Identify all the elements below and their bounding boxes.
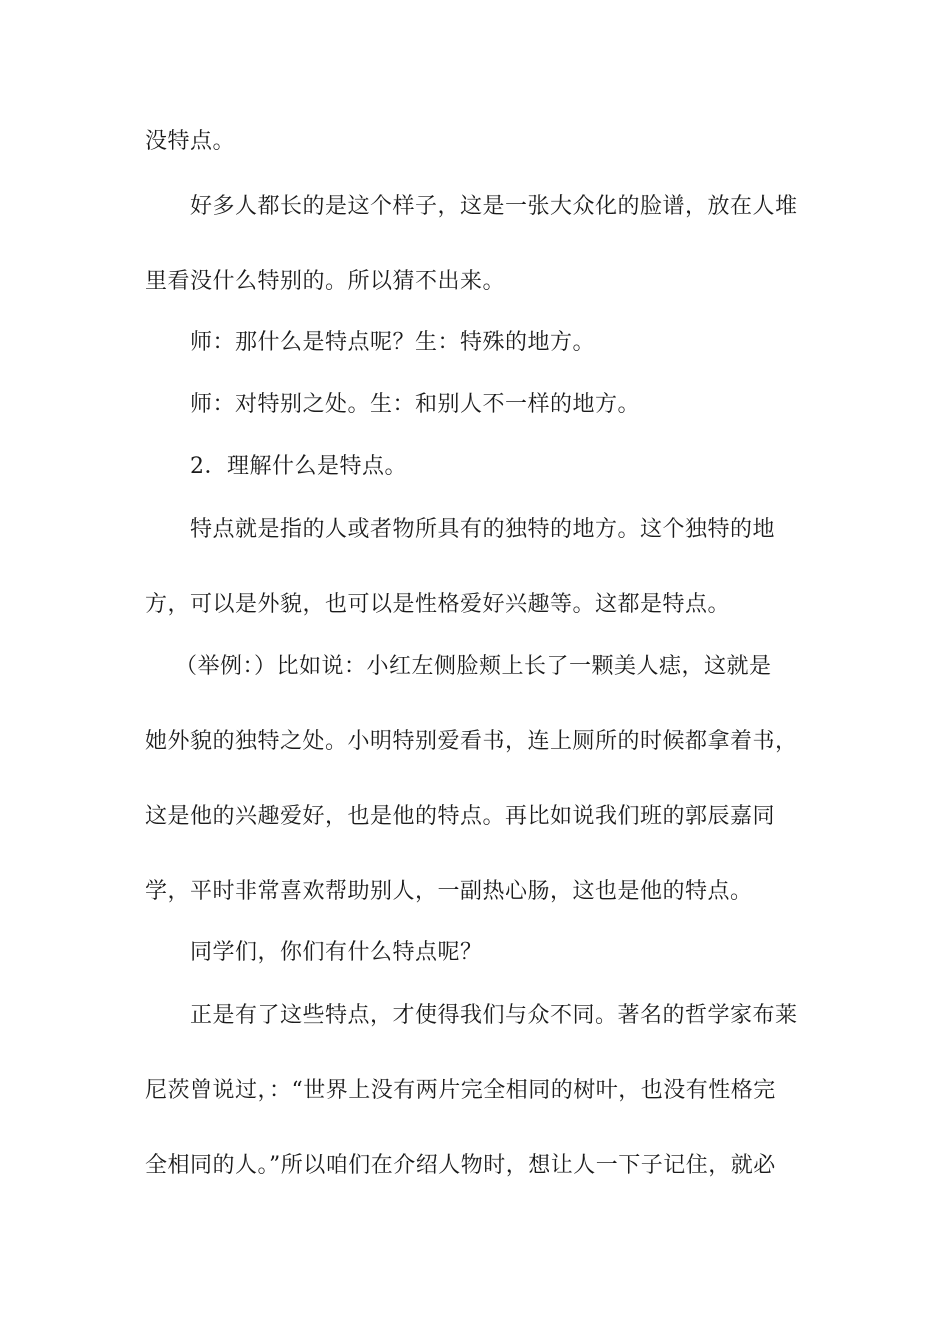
text-line: 全相同的人。”所以咱们在介绍人物时，想让人一下子记住，就必	[145, 1153, 776, 1178]
text-line: 没特点。	[145, 129, 236, 154]
paragraph-line: 正是有了这些特点，才使得我们与众不同。著名的哲学家布莱	[190, 1003, 798, 1028]
paragraph-line: （举例：）比如说：小红左侧脸颊上长了一颗美人痣，这就是	[175, 654, 772, 679]
text-line: 她外貌的独特之处。小明特别爱看书，连上厕所的时候都拿着书，	[145, 729, 798, 754]
dialogue-line: 师：对特别之处。生：和别人不一样的地方。	[190, 392, 641, 417]
text-line: 学，平时非常喜欢帮助别人，一副热心肠，这也是他的特点。	[145, 879, 753, 904]
paragraph-line: 好多人都长的是这个样子，这是一张大众化的脸谱，放在人堆	[190, 194, 798, 219]
text-line: 里看没什么特别的。所以猜不出来。	[145, 269, 506, 294]
section-heading: 2．理解什么是特点。	[190, 454, 407, 479]
paragraph-line: 同学们，你们有什么特点呢？	[190, 940, 483, 965]
text-line: 尼茨曾说过，：“世界上没有两片完全相同的树叶，也没有性格完	[145, 1078, 776, 1103]
text-line: 这是他的兴趣爱好，也是他的特点。再比如说我们班的郭辰嘉同	[145, 804, 776, 829]
text-line: 方，可以是外貌，也可以是性格爱好兴趣等。这都是特点。	[145, 592, 731, 617]
dialogue-line: 师：那什么是特点呢？生：特殊的地方。	[190, 330, 596, 355]
paragraph-line: 特点就是指的人或者物所具有的独特的地方。这个独特的地	[190, 517, 776, 542]
